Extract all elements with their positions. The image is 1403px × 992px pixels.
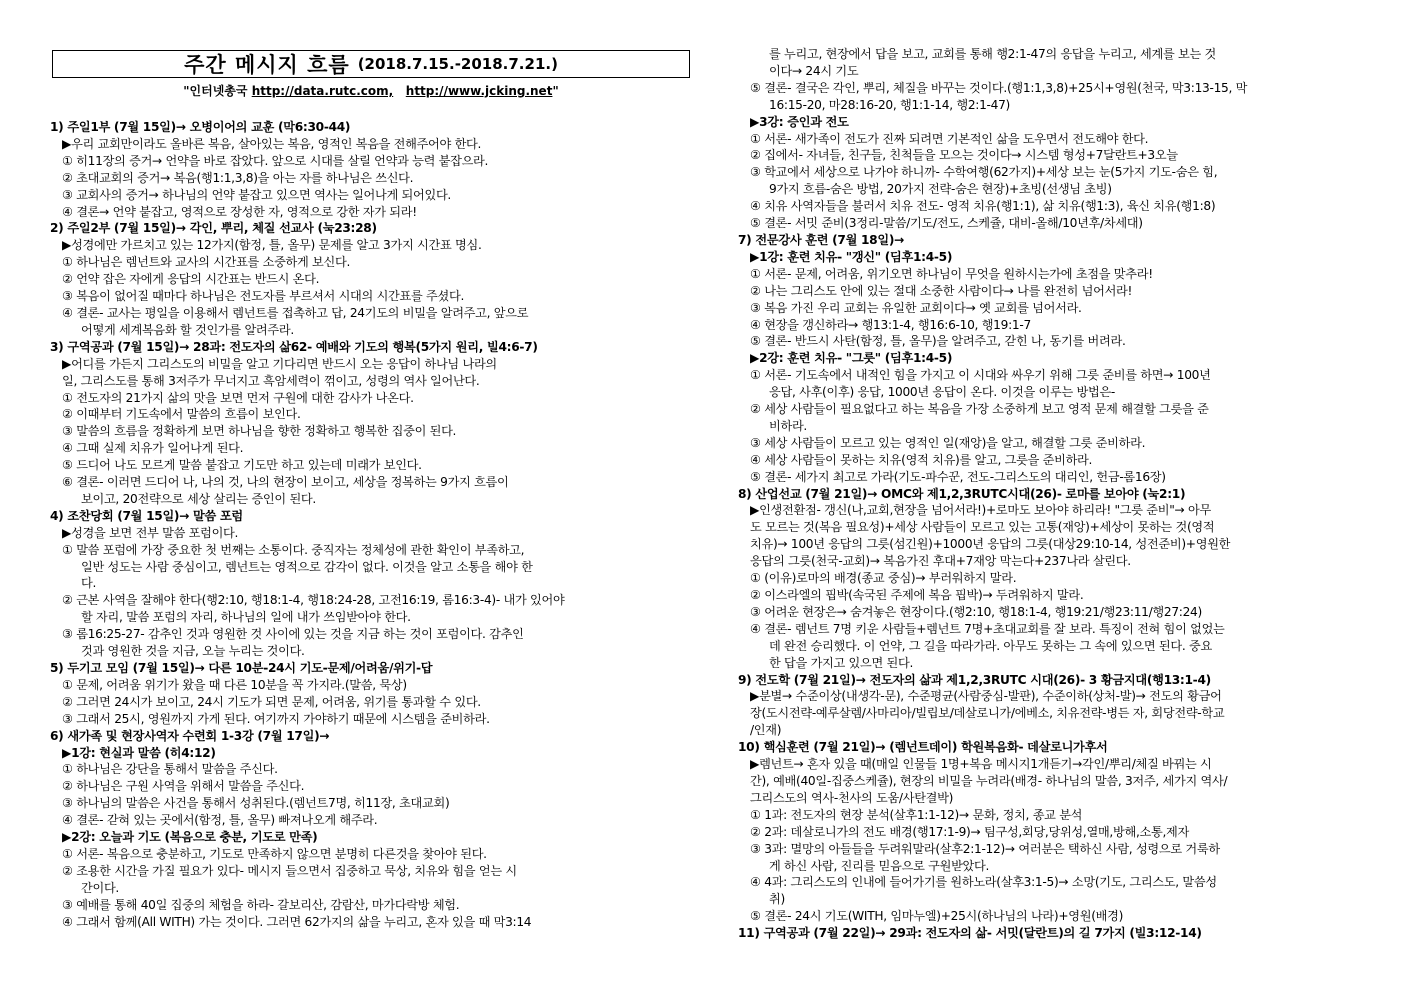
text-line: ① 서론- 기도속에서 내적인 힘을 가지고 이 시대와 싸우기 위해 그릇 준비를 하면→ 100년 [750, 368, 1211, 383]
text-line: ⑥ 결론- 이러면 드디어 나, 나의 것, 나의 현장이 보이고, 세상을 정복하는 9가지 흐름이 [62, 475, 509, 490]
text-line: ③ 학교에서 세상으로 나가야 하니까- 수학여행(62가지)+세상 보는 눈(5가지 기도-숨은 힘, [750, 165, 1218, 180]
section-heading: 8) 산업선교 (7월 21일)→ OMC와 제1,2,3RUTC시대(26)- 로마를 보아야 (눅2:1) [738, 486, 1186, 501]
text-line: 도 모르는 것(복음 필요성)+세상 사람들이 모르고 있는 고통(재앙)+세상이 못하는 것(영적 [750, 520, 1215, 535]
section-heading: ▶3강: 증인과 전도 [750, 114, 849, 129]
section-heading: 9) 전도학 (7월 21일)→ 전도자의 삶과 제1,2,3RUTC 시대(26)- 3 황금지대(행13:1-4) [738, 672, 1211, 687]
section-heading: ▶1강: 현실과 말씀 (히4:12) [62, 745, 216, 760]
text-line: 간이다. [81, 880, 119, 895]
text-line: 한 답을 가지고 있으면 된다. [769, 655, 914, 670]
text-line: ② 그러면 24시가 보이고, 24시 기도가 되면 문제, 어려움, 위기를 통과할 수 있다. [62, 694, 481, 709]
text-line: ② 하나님은 구원 사역을 위해서 말씀을 주신다. [62, 779, 305, 794]
section-heading: 4) 조찬당회 (7월 15일)→ 말씀 포럼 [50, 508, 243, 523]
text-line: ④ 그래서 함께(All WITH) 가는 것이다. 그러면 62가지의 삶을 누리고, 혼자 있을 때 막3:14 [62, 914, 532, 929]
text-line: ② 이스라엘의 핍박(속국된 주제에 복음 핍박)→ 두려워하지 말라. [750, 588, 1084, 602]
text-line: 일, 그리스도를 통해 3저주가 무너지고 흑암세력이 꺾이고, 성령의 역사 일어난다. [62, 373, 480, 388]
date-range: (2018.7.15.-2018.7.21.) [357, 55, 558, 73]
text-line: ⑤ 결론- 서밋 준비(3정리-말씀/기도/전도, 스케쥴, 대비-올해/10년후/차세대) [750, 216, 1143, 231]
left-column [50, 119, 690, 931]
text-line: 일반 성도는 사람 중심이고, 렘넌트는 영적으로 감각이 없다. 이것을 알고 소통을 해야 한 [81, 559, 533, 574]
text-line: 치유)→ 100년 응답의 그릇(섬긴원)+1000년 응답의 그릇(대상29:10-14, 성전준비)+영원한 [750, 537, 1231, 552]
data-rutc-link[interactable]: http://data.rutc.com, [251, 84, 394, 98]
right-column [738, 46, 1350, 942]
section-heading: 11) 구역공과 (7월 22일)→ 29과: 전도자의 삶- 서밋(달란트)의 길 7가지 (빌3:12-14) [738, 926, 1202, 941]
section-heading: 1) 주일1부 (7월 15일)→ 오병이어의 교훈 (막6:30-44) [50, 120, 351, 134]
text-line: ④ 현장을 갱신하라→ 행13:1-4, 행16:6-10, 행19:1-7 [750, 317, 1031, 332]
text-line: ① (이유)로마의 배경(종교 중심)→ 부러워하지 말라. [750, 571, 1017, 586]
text-line: /인재) [750, 723, 782, 738]
text-line: 비하라. [769, 418, 807, 433]
text-line: 할 자리, 말씀 포럼의 자리, 하나님의 일에 내가 쓰임받아야 한다. [81, 610, 411, 625]
text-line: 응답의 그릇(천국-교회)→ 복음가진 후대+7재앙 막는다+237나라 살린다. [750, 554, 1131, 569]
text-line: ⑤ 결론- 세가지 최고로 가라(기도-파수꾼, 전도-그리스도의 대리인, 헌금-롬16장) [750, 469, 1166, 484]
text-line: ③ 복음 가진 우리 교회는 유일한 교회이다→ 옛 교회를 넘어서라. [750, 300, 1082, 315]
text-line: ① 말씀 포럼에 가장 중요한 첫 번째는 소통이다. 중직자는 정체성에 관한 확인이 부족하고, [62, 542, 525, 557]
text-line: ③ 하나님의 말씀은 사건을 통해서 성취된다.(렘넌트7명, 히11장, 초대교회) [62, 796, 450, 811]
text-line: ③ 교회사의 증거→ 하나님의 언약 붙잡고 있으면 역사는 일어나게 되어있다. [62, 187, 451, 202]
text-line: 것과 영원한 것을 지금, 오늘 누리는 것이다. [81, 644, 305, 659]
text-line: ② 집에서- 자녀들, 친구들, 친척들을 모으는 것이다→ 시스템 형성+7달란트+3오늘 [750, 148, 1178, 163]
subtitle [52, 82, 690, 99]
text-line: ② 초대교회의 증거→ 복음(행1:1,3,8)을 아는 자를 하나님은 쓰신다. [62, 170, 414, 185]
text-line: ▶어디를 가든지 그리스도의 비밀을 알고 기다리면 반드시 오는 응답이 하나님 나라의 [62, 356, 497, 371]
text-line: ② 언약 잡은 자에게 응답의 시간표는 반드시 온다. [62, 272, 320, 287]
text-line: ③ 3과: 멸망의 아들들을 두려워말라(살후2:1-12)→ 여러분은 택하신 사람, 성령으로 거룩하 [750, 841, 1220, 856]
text-line: ⑤ 드디어 나도 모르게 말씀 붙잡고 기도만 하고 있는데 미래가 보인다. [62, 458, 422, 473]
text-line: ④ 결론- 렘넌트 7명 키운 사람들+렘넌트 7명+초대교회를 잘 보라. 특징이 전혀 힘이 없었는 [750, 621, 1225, 636]
text-line: ② 나는 그리스도 안에 있는 절대 소중한 사람이다→ 나를 완전히 넘어서라! [750, 283, 1133, 298]
text-line: ① 히11장의 증거→ 언약을 바로 잡았다. 앞으로 시대를 살릴 언약과 능력 붙잡으라. [62, 153, 489, 168]
text-line: ③ 롬16:25-27- 감추인 것과 영원한 것 사이에 있는 것을 지금 하는 것이 포럼이다. 감추인 [62, 627, 524, 642]
page-title: 주간 메시지 흐름 [184, 53, 350, 77]
text-line: 9가지 흐름-숨은 방법, 20가지 전략-숨은 현장)+초빙(선생님 초빙) [769, 182, 1112, 197]
text-line: 간), 예배(40일-집중스케쥴), 현장의 비밀을 누려라(배경- 하나님의 말씀, 3저주, 세가지 역사/ [750, 773, 1228, 788]
text-line: ① 서론- 복음으로 충분하고, 기도로 만족하지 않으면 분명히 다른것을 찾아야 된다. [62, 846, 487, 861]
text-line: ② 2과: 데살로니가의 전도 배경(행17:1-9)→ 팀구성,회당,당위성,열매,방해,소통,제자 [750, 824, 1189, 839]
subtitle-suffix: " [552, 84, 559, 98]
text-line: ▶분별→ 수준이상(내생각-문), 수준평균(사람중심-발판), 수준이하(상처-발)→ 전도의 황금어 [750, 689, 1222, 704]
text-line: 이다→ 24시 기도 [769, 63, 859, 78]
jcking-link[interactable]: http://www.jcking.net [405, 84, 553, 98]
text-line: ① 1과: 전도자의 현장 분석(살후1:1-12)→ 문화, 정치, 종교 분석 [750, 807, 1083, 822]
section-heading: 5) 두기고 모임 (7월 15일)→ 다른 10분-24시 기도-문제/어려움/위기-답 [50, 661, 433, 675]
section-heading: 6) 새가족 및 현장사역자 수련회 1-3강 (7월 17일)→ [50, 728, 330, 743]
text-line: ⑤ 결론- 결국은 각인, 뿌리, 체질을 바꾸는 것이다.(행1:1,3,8)+25시+영원(천국, 막3:13-15, 막 [750, 80, 1248, 95]
text-line: ▶인생전환점- 갱신(나,교회,현장을 넘어서라!)+로마도 보아야 하리라! "그릇 준비"→ 아무 [750, 503, 1211, 518]
text-line: ① 하나님은 강단을 통해서 말씀을 주신다. [62, 762, 278, 777]
text-line: 응답, 사후(이후) 응답, 1000년 응답이 온다. 이것을 이루는 방법은- [769, 385, 1116, 400]
text-line: ④ 치유 사역자들을 불러서 치유 전도- 영적 치유(행1:1), 삶 치유(행1:3), 육신 치유(행1:8) [750, 199, 1216, 214]
text-line: ▶성경에만 가르치고 있는 12가지(함정, 틀, 올무) 문제를 알고 3가지 시간표 명심. [62, 238, 482, 253]
section-heading: ▶2강: 오늘과 기도 (복음으로 충분, 기도로 만족) [62, 830, 318, 845]
section-heading: 3) 구역공과 (7월 15일)→ 28과: 전도자의 삶62- 예배와 기도의 행복(5가지 원리, 빌4:6-7) [50, 339, 538, 354]
text-line: 16:15-20, 마28:16-20, 행1:1-14, 행2:1-47) [769, 97, 1011, 112]
section-heading: ▶2강: 훈련 치유- "그릇" (딤후1:4-5) [750, 351, 953, 366]
text-line: ④ 결론→ 언약 붙잡고, 영적으로 장성한 자, 영적으로 강한 자가 되라! [62, 204, 417, 219]
text-line: 다. [81, 576, 97, 591]
text-line: ① 전도자의 21가지 삶의 맛을 보면 먼저 구원에 대한 감사가 나온다. [62, 390, 414, 405]
text-line: ③ 말씀의 흐름을 정확하게 보면 하나님을 향한 정확하고 행복한 집중이 된다. [62, 424, 457, 439]
text-line: ② 근본 사역을 잘해야 한다(행2:10, 행18:1-4, 행18:24-28, 고전16:19, 롬16:3-4)- 내가 있어야 [62, 593, 565, 608]
text-line: ⑤ 결론- 반드시 사탄(함정, 틀, 올무)을 알려주고, 갇힌 나, 동기를 버려라. [750, 334, 1126, 349]
text-line: ▶우리 교회만이라도 올바른 복음, 살아있는 복음, 영적인 복음을 전해주어야 한다. [62, 136, 482, 151]
section-heading: 2) 주일2부 (7월 15일)→ 각인, 뿌리, 체질 선교사 (눅23:28) [50, 221, 377, 236]
text-line: ④ 그때 실제 치유가 일어나게 된다. [62, 441, 244, 456]
text-line: 보이고, 20전략으로 세상 살리는 증인이 된다. [81, 491, 316, 506]
text-line: ④ 결론- 교사는 평일을 이용해서 렘넌트를 접촉하고 답, 24기도의 비밀을 알려주고, 앞으로 [62, 305, 529, 320]
text-line: ③ 예배를 통해 40일 집중의 체험을 하라- 갈보리산, 감람산, 마가다락방 체험. [62, 897, 460, 912]
text-line: ① 하나님은 렘넌트와 교사의 시간표를 소중하게 보신다. [62, 255, 351, 270]
text-line: ① 서론- 문제, 어려움, 위기오면 하나님이 무엇을 원하시는가에 초점을 맞추라! [750, 266, 1153, 281]
text-line: ▶성경을 보면 전부 말씀 포럼이다. [62, 525, 239, 540]
text-line: ⑤ 결론- 24시 기도(WITH, 임마누엘)+25시(하나님의 나라)+영원(배경) [750, 909, 1124, 924]
text-line: 데 완전 승리했다. 이 언약, 그 길을 따라가라. 아무도 못하는 그 속에 있으면 된다. 중요 [769, 638, 1212, 653]
text-line: ① 서론- 새가족이 전도가 진짜 되려면 기본적인 삶을 도우면서 전도해야 한다. [750, 131, 1149, 146]
text-line: 를 누리고, 현장에서 답을 보고, 교회를 통해 행2:1-47의 응답을 누리고, 세계를 보는 것 [769, 47, 1216, 61]
text-line: ③ 세상 사람들이 모르고 있는 영적인 일(재앙)을 알고, 해결할 그릇 준비하라. [750, 435, 1146, 450]
text-line: ② 조용한 시간을 가질 필요가 있다- 메시지 들으면서 집중하고 묵상, 치유와 힘을 얻는 시 [62, 863, 517, 878]
text-line: ③ 그래서 25시, 영원까지 가게 된다. 여기까지 가야하기 때문에 시스템을 준비하라. [62, 711, 490, 726]
section-heading: 10) 핵심훈련 (7월 21일)→ (렘넌트데이) 학원복음화- 데살로니가후서 [738, 740, 1108, 755]
text-line: ② 세상 사람들이 필요없다고 하는 복음을 가장 소중하게 보고 영적 문제 해결할 그릇을 준 [750, 402, 1209, 417]
text-line: ① 문제, 어려움 위기가 왔을 때 다른 10분을 꼭 가지라.(말씀, 묵상) [62, 677, 407, 692]
text-line: ② 이때부터 기도속에서 말씀의 흐름이 보인다. [62, 407, 301, 422]
text-line: ④ 4과: 그리스도의 인내에 들어가기를 원하노라(살후3:1-5)→ 소망(기도, 그리스도, 말씀성 [750, 875, 1217, 890]
text-line: 어떻게 세계복음화 할 것인가를 알려주라. [81, 322, 294, 337]
text-line: ④ 세상 사람들이 못하는 치유(영적 치유)를 알고, 그릇을 준비하라. [750, 452, 1093, 467]
text-line: ③ 어려운 현장은→ 숨겨놓은 현장이다.(행2:10, 행18:1-4, 행19:21/행23:11/행27:24) [750, 604, 1202, 619]
text-line: 장(도시전략-예루살렘/사마리아/빌립보/데살로니가/에베소, 치유전략-병든 자, 회당전략-학교 [750, 706, 1225, 721]
text-line: 게 하신 사람, 진리를 믿음으로 구원받았다. [769, 858, 990, 873]
section-heading: 7) 전문강사 훈련 (7월 18일)→ [738, 232, 904, 247]
text-line: 그리스도의 역사-천사의 도움/사탄결박) [750, 790, 954, 805]
text-line: ③ 복음이 없어질 때마다 하나님은 전도자를 부르셔서 시대의 시간표를 주셨다. [62, 289, 465, 304]
text-line: 취) [769, 892, 785, 907]
subtitle-prefix: "인터넷총국 [183, 84, 248, 98]
text-line: ④ 결론- 갇혀 있는 곳에서(함정, 틀, 올무) 빠져나오게 해주라. [62, 813, 378, 828]
title-box [52, 50, 690, 78]
text-line: ▶렘넌트→ 혼자 있을 때(매일 인물들 1명+복음 메시지1개듣기→각인/뿌리/체질 바꿔는 시 [750, 757, 1212, 772]
section-heading: ▶1강: 훈련 치유- "갱신" (딤후1:4-5) [750, 249, 953, 264]
